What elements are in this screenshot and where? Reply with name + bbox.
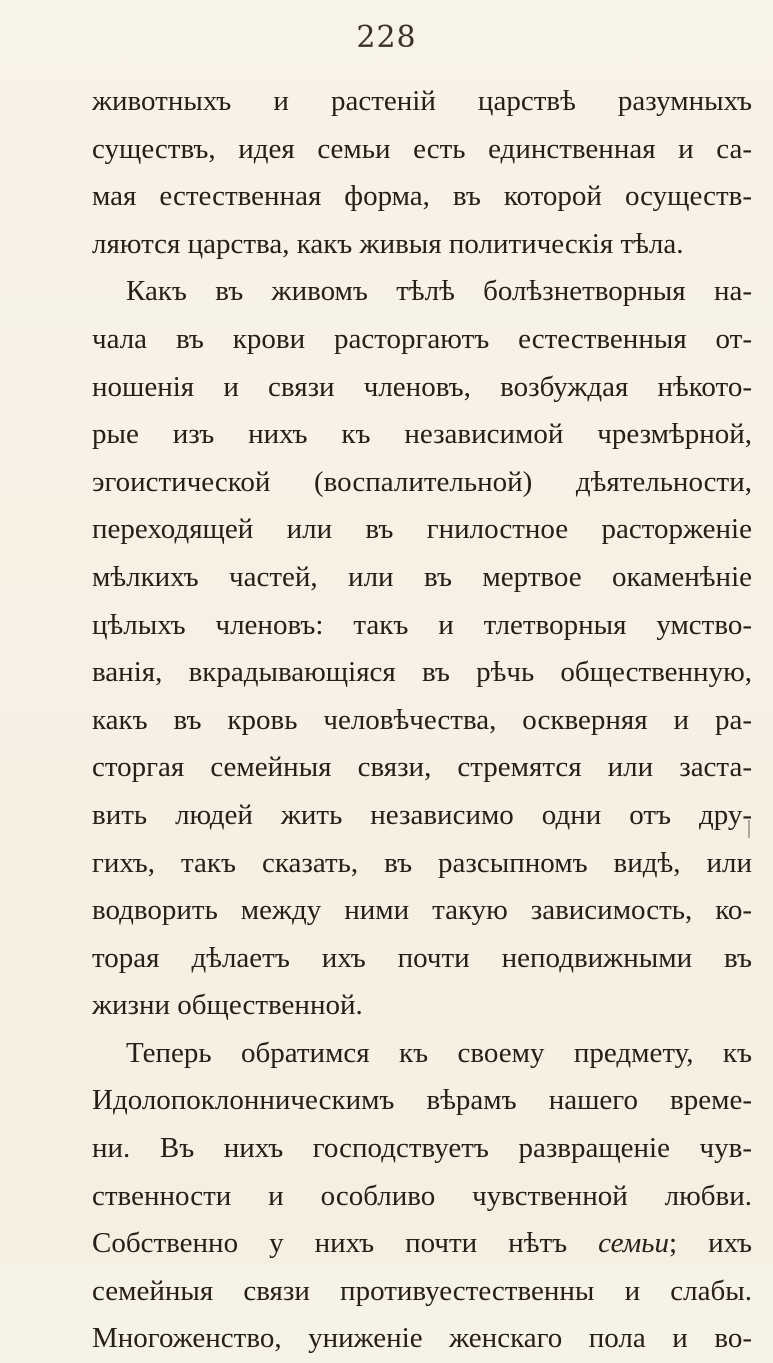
emphasized-word: семьи (598, 1227, 669, 1260)
text-line: семейныя связи противуестественны и слабы. (92, 1274, 752, 1307)
text-line: водворить между ними такую зависимость, ко- (92, 894, 752, 927)
text-line: какъ въ кровь человѣчества, оскверняя и ра- (92, 703, 752, 736)
text-line: Многоженство, униженіе женскаго пола и во- (92, 1322, 752, 1355)
text-line: животныхъ и растеній царствѣ разумныхъ (92, 85, 752, 117)
text-segment: Собственно у нихъ почти нѣтъ (92, 1227, 599, 1260)
text-line: Идолопоклонническимъ вѣрамъ нашего време- (92, 1084, 752, 1117)
body-text (92, 78, 752, 1363)
page-edge-mark (748, 820, 754, 838)
paragraph-first-line: Теперь обратимся къ своему предмету, къ (126, 1036, 752, 1069)
text-line: чала въ крови расторгаютъ естественныя от- (92, 322, 752, 355)
page-number: 228 (356, 20, 417, 55)
text-line: эгоистической (воспалительной) дѣятельности, (92, 465, 752, 498)
paragraph-first-line: Какъ въ живомъ тѣлѣ болѣзнетворныя на- (126, 275, 752, 308)
text-line: торая дѣлаетъ ихъ почти неподвижными въ (92, 941, 752, 974)
text-segment: ; ихъ (669, 1227, 752, 1260)
text-line: вить людей жить независимо одни отъ дру- (92, 798, 752, 831)
text-line: ляются царства, какъ живыя политическія тѣла. (92, 227, 684, 260)
text-line: мѣлкихъ частей, или въ мертвое окаменѣніе (92, 560, 752, 593)
text-line: цѣлыхъ членовъ: такъ и тлетворныя умство- (92, 608, 752, 641)
text-line: ношенія и связи членовъ, возбуждая нѣкото- (92, 370, 752, 403)
text-line: ни. Въ нихъ господствуетъ развращеніе чув- (92, 1132, 752, 1165)
text-line: рые изъ нихъ къ независимой чрезмѣрной, (92, 418, 752, 451)
text-line: жизни общественной. (92, 989, 363, 1022)
text-line: переходящей или въ гнилостное расторженіе (92, 513, 752, 546)
text-line: сторгая семейныя связи, стремятся или заста- (92, 751, 752, 784)
text-line: гихъ, такъ сказать, въ разсыпномъ видѣ, или (92, 846, 752, 879)
text-line: существъ, идея семьи есть единственная и са- (92, 132, 752, 165)
text-line: мая естественная форма, въ которой осуществ- (92, 180, 752, 213)
text-line: ванія, вкрадывающіяся въ рѣчь общественную, (92, 656, 752, 689)
text-line-with-emphasis (92, 1220, 752, 1268)
text-line: ственности и особливо чувственной любви. (92, 1179, 752, 1212)
